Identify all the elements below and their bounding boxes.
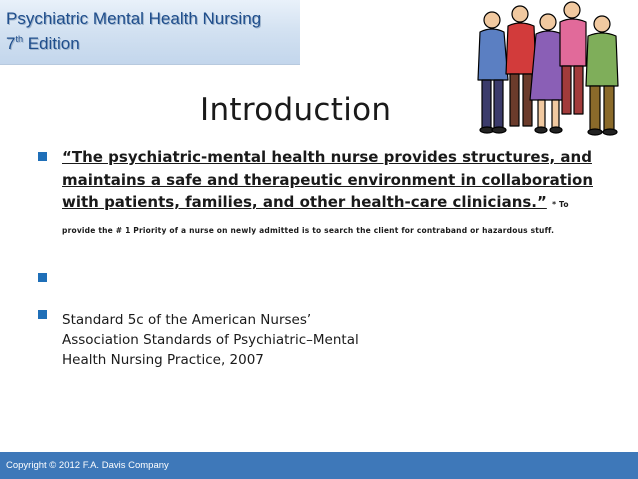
copyright: Copyright © 2012 F.A. Davis Company — [6, 460, 169, 471]
slide-title: Introduction — [200, 92, 392, 128]
book-header — [0, 0, 300, 65]
square-bullet-icon — [38, 310, 47, 319]
edition-word: Edition — [27, 34, 80, 53]
book-title: Psychiatric Mental Health Nursing — [6, 9, 262, 28]
edition-suffix: th — [15, 34, 23, 44]
square-bullet-icon — [38, 152, 47, 161]
quote-text: “The psychiatric-mental health nurse provides structures, and maintains a safe and therapeutic environment in collaboration with patients, families, and other health-care clinicians.” — [62, 148, 593, 211]
square-bullet-icon — [38, 273, 47, 282]
group-of-people-clipart — [468, 0, 626, 138]
bullet-standard: Standard 5c of the American Nurses’ Association Standards of Psychiatric–Mental Health Nursing Practice, 2007 — [62, 312, 359, 368]
edition-number: 7 — [6, 34, 16, 53]
bullet-quote — [62, 146, 602, 242]
book-edition — [6, 34, 80, 54]
priority-note: * To provide the # 1 Priority of a nurse on newly admitted is to search the client for contraband or hazardous stuff. — [62, 200, 569, 235]
